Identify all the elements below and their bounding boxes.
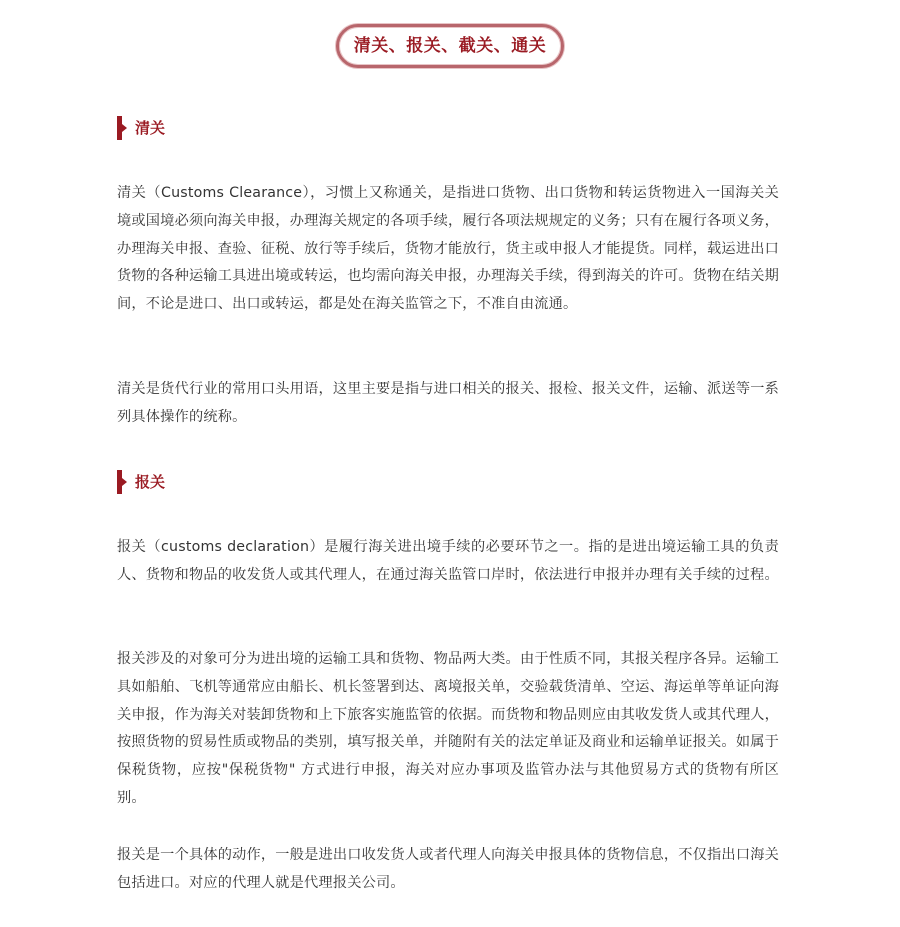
section-marker-notch: [122, 478, 127, 486]
section-title: 清关: [135, 119, 166, 137]
page-title: 清关、报关、截关、通关: [353, 36, 547, 56]
paragraph: 报关（customs declaration）是履行海关进出境手续的必要环节之一。指的是进出境运输工具的负责人、货物和物品的收发货人或其代理人，在通过海关监管口岸时，依法进行申报并办理有关手续的过程。: [117, 539, 779, 583]
section-marker-notch: [122, 124, 127, 132]
title-pill: [336, 24, 565, 68]
paragraph: 清关（Customs Clearance），习惯上又称通关，是指进口货物、出口货物和转运货物进入一国海关关境或国境必须向海关申报，办理海关规定的各项手续，履行各项法规规定的义务；只有在履行各项义务，办理海关申报、查验、征税、放行等手续后，货物才能放行，货主或申报人才能提货。同样，载运进出口货物的各种运输工具进出境或转运，也均需向海关申报，办理海关手续，得到海关的许可。货物在结关期间，不论是进口、出口或转运，都是处在海关监管之下，不准自由流通。: [117, 185, 779, 313]
page-title-banner: [0, 24, 900, 68]
section-title: 报关: [135, 473, 166, 491]
paragraph: 报关是一个具体的动作，一般是进出口收发货人或者代理人向海关申报具体的货物信息，不仅指出口海关包括进口。对应的代理人就是代理报关公司。: [117, 847, 779, 891]
paragraph: 清关是货代行业的常用口头用语，这里主要是指与进口相关的报关、报检、报关文件，运输、派送等一系列具体操作的统称。: [117, 381, 779, 425]
paragraph: 报关涉及的对象可分为进出境的运输工具和货物、物品两大类。由于性质不同，其报关程序各异。运输工具如船舶、飞机等通常应由船长、机长签署到达、离境报关单，交验载货清单、空运、海运单等单证向海关申报，作为海关对装卸货物和上下旅客实施监管的依据。而货物和物品则应由其收发货人或其代理人，按照货物的贸易性质或物品的类别，填写报关单，并随附有关的法定单证及商业和运输单证报关。如属于保税货物，应按"保税货物" 方式进行申报，海关对应办事项及监管办法与其他贸易方式的货物有所区别。: [117, 651, 779, 806]
